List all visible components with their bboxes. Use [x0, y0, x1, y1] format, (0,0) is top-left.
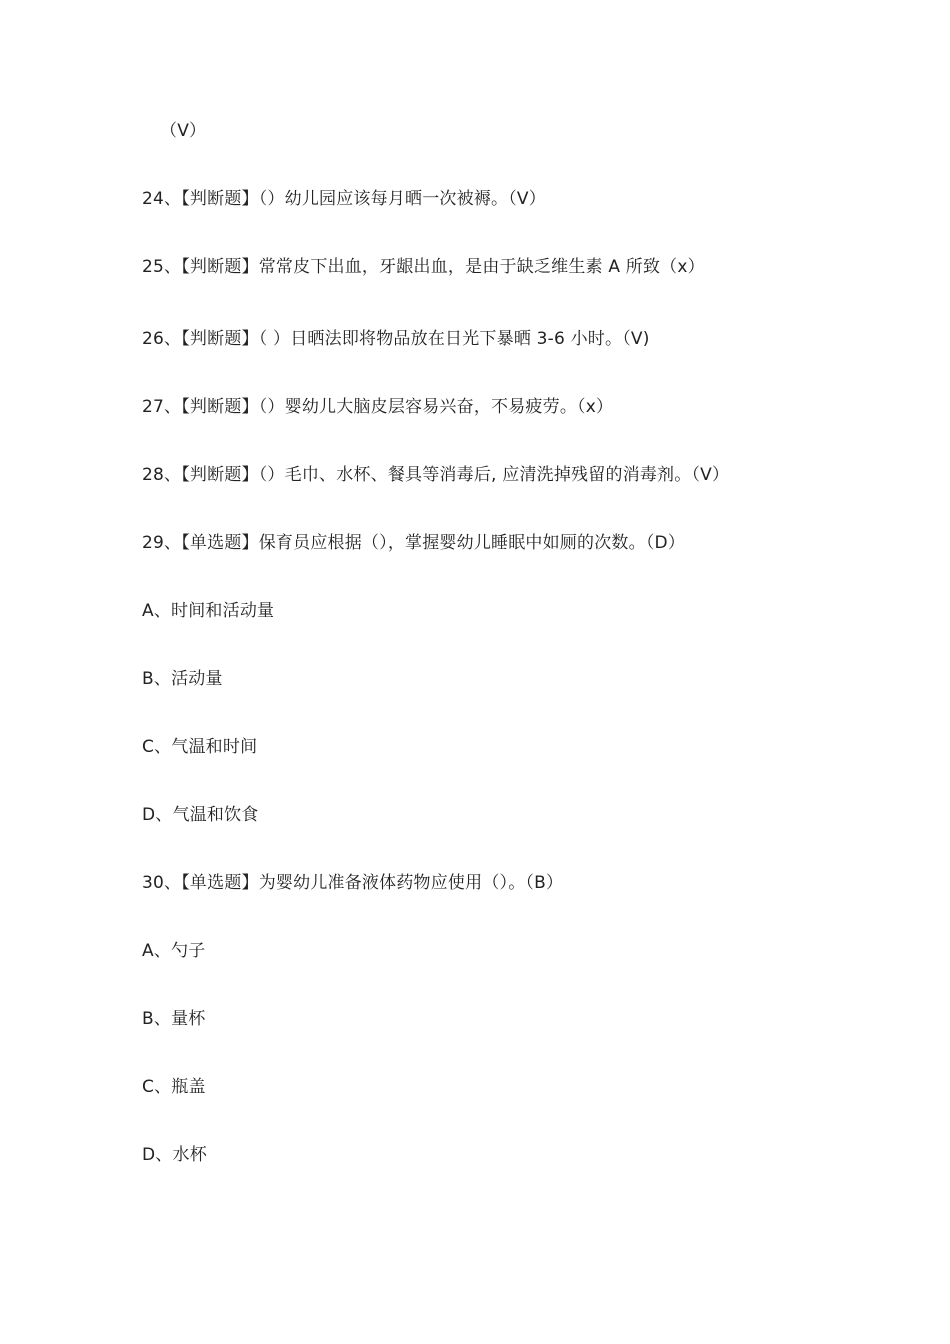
option-30-d: D、水杯 — [142, 1145, 207, 1165]
option-29-c: C、气温和时间 — [142, 737, 258, 757]
option-29-b: B、活动量 — [142, 669, 223, 689]
question-29: 29、【单选题】保育员应根据（），掌握婴幼儿睡眠中如厕的次数。（D） — [142, 533, 686, 553]
answer-continuation: （V） — [160, 121, 207, 141]
option-29-a: A、时间和活动量 — [142, 601, 275, 621]
option-30-c: C、瓶盖 — [142, 1077, 206, 1097]
option-29-d: D、气温和饮食 — [142, 805, 259, 825]
question-30: 30、【单选题】为婴幼儿准备液体药物应使用（）。（B） — [142, 873, 564, 893]
question-28: 28、【判断题】（）毛巾、水杯、餐具等消毒后, 应清洗掉残留的消毒剂。（V） — [142, 465, 730, 485]
question-26: 26、【判断题】（ ）日晒法即将物品放在日光下暴晒 3-6 小时。（V) — [142, 329, 650, 349]
option-30-b: B、量杯 — [142, 1009, 206, 1029]
question-27: 27、【判断题】（）婴幼儿大脑皮层容易兴奋，不易疲劳。（x） — [142, 397, 614, 417]
question-24: 24、【判断题】（）幼儿园应该每月晒一次被褥。（V） — [142, 189, 546, 209]
option-30-a: A、勺子 — [142, 941, 206, 961]
question-25: 25、【判断题】常常皮下出血，牙龈出血，是由于缺乏维生素 A 所致（x） — [142, 257, 705, 277]
